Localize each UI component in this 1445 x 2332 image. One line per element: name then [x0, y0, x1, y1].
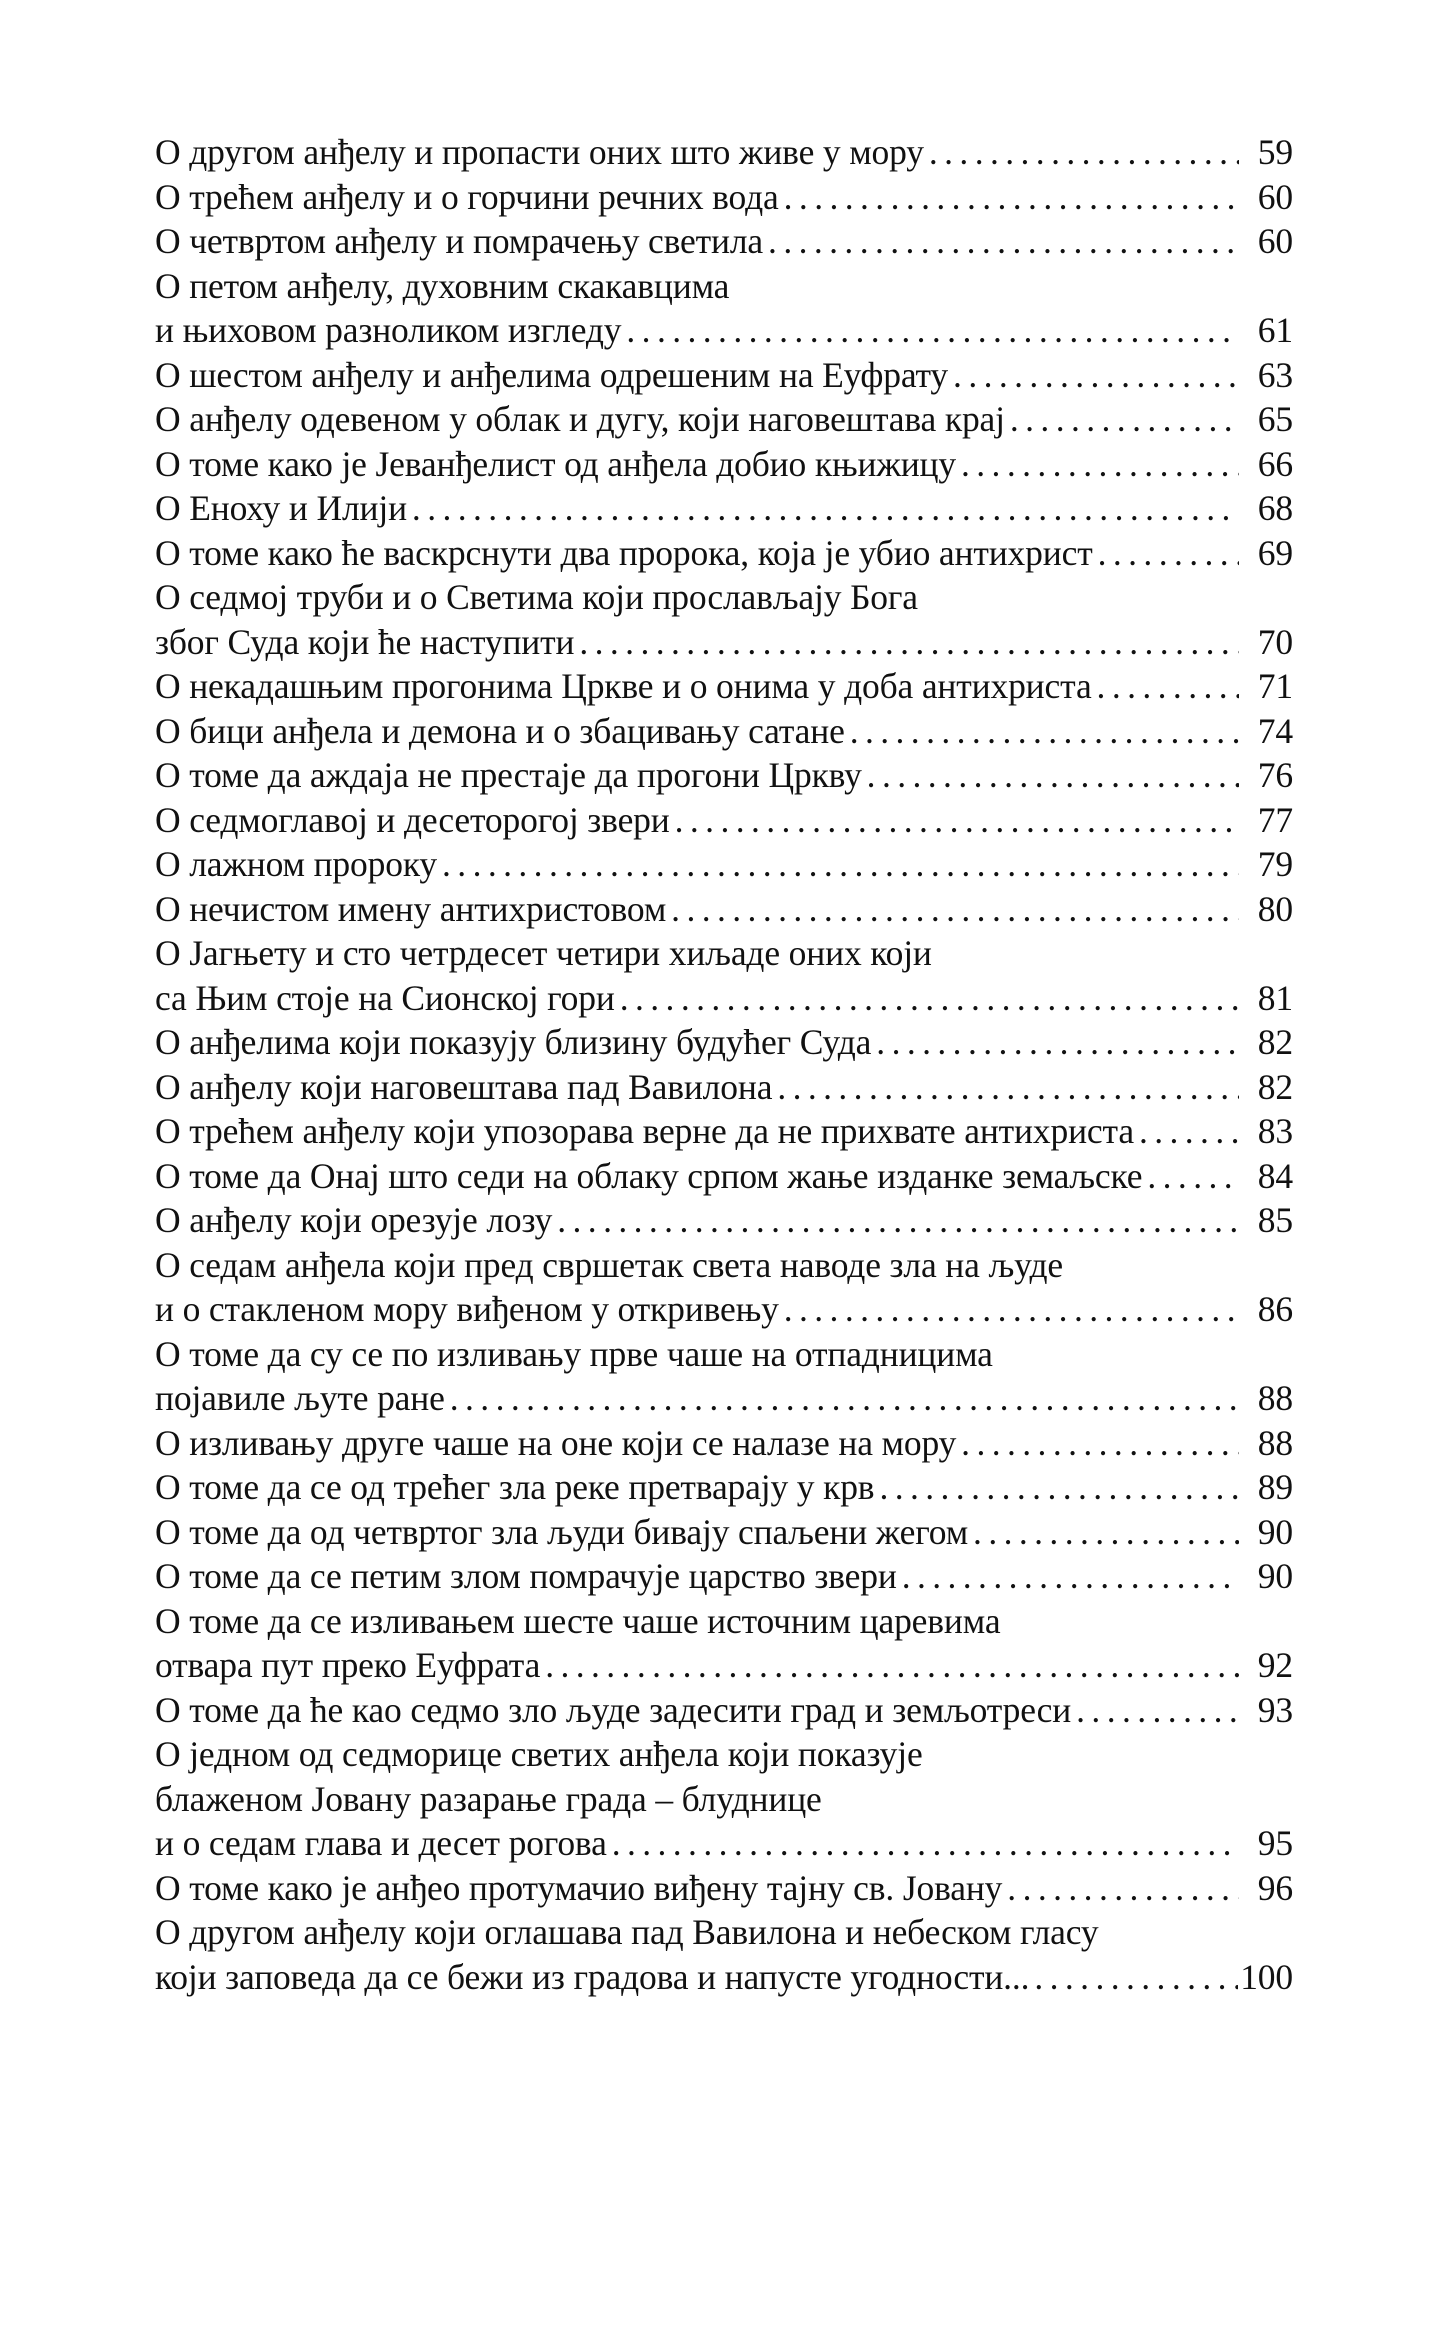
dot-leader [973, 1515, 1239, 1551]
toc-line-final [155, 1376, 1293, 1421]
toc-entry-title: О томе да се петим злом помрачује царство звери [155, 1556, 897, 1596]
dot-leader [1098, 536, 1239, 572]
toc-line-final [155, 1955, 1293, 2000]
toc-page-number: 93 [1257, 1689, 1293, 1730]
toc-entry-title: О изливању друге чаше на оне који се налазе на мору [155, 1422, 957, 1463]
dot-leader [850, 714, 1239, 750]
toc-line-final [155, 130, 1293, 175]
dot-leader [1010, 402, 1239, 438]
toc-line-final [155, 1020, 1293, 1065]
toc-page-number: 92 [1257, 1645, 1293, 1685]
dot-leader [612, 1826, 1239, 1862]
toc-entry-title: О томе да Онај што седи на облаку српом жање изданке земаљске [155, 1155, 1143, 1196]
dot-leader [545, 1648, 1239, 1684]
toc-entry[interactable] [155, 175, 1293, 220]
toc-entry[interactable] [155, 664, 1293, 709]
dot-leader [961, 447, 1239, 483]
toc-page-number: 68 [1257, 488, 1293, 528]
toc-entry-title: О шестом анђелу и анђелима одрешеним на Еуфрату [155, 354, 949, 395]
dot-leader [902, 1559, 1239, 1595]
toc-entry-title: О трећем анђелу који упозорава верне да не прихвате антихриста [155, 1111, 1134, 1151]
toc-entry-title: О томе да се изливањем шесте чаше источним царевима [155, 1600, 1001, 1641]
toc-entry-title: О томе како ће васкрснути два пророка, која је убио антихрист [155, 532, 1093, 573]
toc-line-final [155, 798, 1293, 843]
toc-page-number: 63 [1257, 354, 1293, 395]
toc-page-number: 82 [1257, 1022, 1293, 1062]
toc-line-continued [155, 264, 1293, 309]
toc-line-final [155, 1643, 1293, 1688]
toc-entry[interactable] [155, 1732, 1293, 1866]
toc-line-continued [155, 1332, 1293, 1377]
toc-line-final [155, 308, 1293, 353]
dot-leader [784, 180, 1239, 216]
toc-entry[interactable] [155, 753, 1293, 798]
toc-page-number: 85 [1257, 1200, 1293, 1240]
toc-entry-title: О трећем анђелу и о горчини речних вода [155, 176, 779, 217]
dot-leader [671, 892, 1239, 928]
toc-list [155, 130, 1293, 1999]
toc-line-final [155, 1154, 1293, 1199]
toc-entry[interactable] [155, 219, 1293, 264]
toc-page-number: 60 [1257, 176, 1293, 217]
dot-leader [867, 758, 1239, 794]
toc-page-number: 86 [1257, 1289, 1293, 1329]
toc-entry[interactable] [155, 575, 1293, 664]
toc-page-number: 66 [1257, 443, 1293, 484]
toc-entry-title: О анђелу који наговештава пад Вавилона [155, 1066, 773, 1107]
dot-leader [1097, 669, 1239, 705]
dot-leader [442, 847, 1239, 883]
toc-line-final [155, 753, 1293, 798]
toc-entry[interactable] [155, 1465, 1293, 1510]
toc-entry-title: О четвртом анђелу и помрачењу светила [155, 221, 764, 261]
toc-page-number: 89 [1257, 1467, 1293, 1507]
toc-entry-title: О Еноху и Илији [155, 488, 407, 528]
dot-leader [1139, 1114, 1239, 1150]
dot-leader [1076, 1693, 1239, 1729]
toc-page-number: 82 [1257, 1066, 1293, 1107]
dot-leader [412, 491, 1239, 527]
toc-entry[interactable] [155, 1910, 1293, 1999]
toc-page-number: 81 [1257, 977, 1293, 1018]
dot-leader [675, 803, 1239, 839]
toc-entry-title: О седмој труби и о Светима који прослављају Бога [155, 577, 918, 617]
toc-page-number: 88 [1257, 1378, 1293, 1418]
dot-leader [784, 1292, 1239, 1328]
toc-page-number: 90 [1257, 1511, 1293, 1552]
toc-entry-title: О анђелу одевеном у облак и дугу, који наговештава крај [155, 399, 1005, 439]
toc-line-final [155, 486, 1293, 531]
toc-entry[interactable] [155, 1510, 1293, 1555]
toc-entry-title: О лажном пророку [155, 844, 438, 884]
toc-entry[interactable] [155, 1332, 1293, 1421]
dot-leader [1147, 1159, 1239, 1195]
toc-line-continued [155, 1777, 1293, 1822]
toc-entry[interactable] [155, 486, 1293, 531]
toc-line-continued [155, 1910, 1293, 1955]
toc-page-number: 90 [1257, 1556, 1293, 1596]
toc-entry-title: О томе како је Јеванђелист од анђела добио књижицу [155, 443, 956, 484]
toc-line-final [155, 1510, 1293, 1555]
toc-entry[interactable] [155, 1020, 1293, 1065]
toc-entry-title: О бици анђела и демона и о збацивању сатане [155, 710, 845, 751]
toc-line-final [155, 620, 1293, 665]
toc-entry-title: О нечистом имену антихристовом [155, 888, 667, 929]
toc-page-number: 84 [1257, 1155, 1293, 1196]
toc-entry-title: О седам анђела који пред свршетак света наводе зла на људе [155, 1244, 1064, 1285]
toc-line-final [155, 1287, 1293, 1332]
toc-line-final [155, 1821, 1293, 1866]
toc-page-number: 59 [1257, 132, 1293, 172]
toc-entry-title: О анђелима који показују близину будућег Суда [155, 1022, 872, 1062]
toc-entry[interactable] [155, 1109, 1293, 1154]
toc-entry[interactable] [155, 1154, 1293, 1199]
toc-page-number: 60 [1257, 221, 1293, 261]
toc-entry-title: О једном од седморице светих анђела који показује [155, 1734, 923, 1774]
toc-entry[interactable] [155, 1554, 1293, 1599]
toc-entry[interactable] [155, 709, 1293, 754]
dot-leader [626, 313, 1239, 349]
toc-entry-title: блаженом Јовану разарање града – блуднице [155, 1778, 822, 1819]
toc-entry-title: О анђелу који орезује лозу [155, 1200, 553, 1240]
toc-entry[interactable] [155, 1198, 1293, 1243]
toc-entry[interactable] [155, 887, 1293, 932]
toc-page-number: 76 [1257, 755, 1293, 795]
toc-line-final [155, 1465, 1293, 1510]
dot-leader [953, 358, 1239, 394]
toc-entry-title: О томе да ће као седмо зло људе задесити град и земљотреси [155, 1689, 1072, 1730]
toc-line-final [155, 397, 1293, 442]
toc-entry[interactable] [155, 1688, 1293, 1733]
toc-line-final [155, 353, 1293, 398]
toc-line-continued [155, 1243, 1293, 1288]
toc-line-final [155, 1866, 1293, 1911]
toc-entry-title: отвара пут преко Еуфрата [155, 1645, 541, 1685]
toc-entry-title: и о стакленом мору виђеном у откривењу [155, 1289, 779, 1329]
toc-entry-title: О седмоглавој и десеторогој звери [155, 799, 670, 840]
dot-leader [879, 1470, 1239, 1506]
toc-line-continued [155, 1732, 1293, 1777]
toc-entry[interactable] [155, 264, 1293, 353]
toc-line-final [155, 442, 1293, 487]
toc-line-final [155, 1198, 1293, 1243]
toc-entry[interactable] [155, 1599, 1293, 1688]
toc-page-number: 70 [1257, 621, 1293, 662]
toc-page-number: 88 [1257, 1422, 1293, 1463]
toc-entry-title: и њиховом разноликом изгледу [155, 310, 622, 350]
toc-entry-title: О другом анђелу који оглашава пад Вавилона и небеском гласу [155, 1912, 1099, 1952]
toc-page-number: 83 [1257, 1111, 1293, 1151]
toc-entry-title: који заповеда да се бежи из градова и напусте угодности... [155, 1956, 1030, 1997]
toc-line-final [155, 1688, 1293, 1733]
dot-leader [620, 981, 1239, 1017]
dot-leader [1007, 1871, 1239, 1907]
toc-entry[interactable] [155, 931, 1293, 1020]
toc-page-number: 95 [1257, 1823, 1293, 1863]
toc-page-number: 79 [1257, 844, 1293, 884]
toc-page-number: 71 [1257, 666, 1293, 706]
toc-line-final [155, 1554, 1293, 1599]
toc-entry-title: са Њим стоје на Сионској гори [155, 977, 615, 1018]
toc-line-final [155, 1109, 1293, 1154]
toc-line-final [155, 842, 1293, 887]
dot-leader [929, 135, 1239, 171]
toc-line-final [155, 887, 1293, 932]
toc-line-final [155, 709, 1293, 754]
dot-leader [961, 1426, 1239, 1462]
toc-entry-title: О томе да су се по изливању прве чаше на отпадницима [155, 1333, 993, 1374]
toc-line-final [155, 664, 1293, 709]
toc-entry-title: О томе да од четвртог зла људи бивају спаљени жегом [155, 1511, 969, 1552]
toc-entry[interactable] [155, 442, 1293, 487]
toc-entry-title: О другом анђелу и пропасти оних што живе у мору [155, 132, 924, 172]
toc-line-continued [155, 1599, 1293, 1644]
toc-line-final [155, 1065, 1293, 1110]
toc-page-number: 65 [1257, 399, 1293, 439]
toc-line-continued [155, 931, 1293, 976]
toc-entry-title: О томе да аждаја не престаје да прогони Цркву [155, 755, 862, 795]
toc-line-final [155, 976, 1293, 1021]
toc-entry-title: О томе како је анђео протумачио виђену тајну св. Јовану [155, 1867, 1003, 1908]
dot-leader [777, 1070, 1239, 1106]
toc-entry-title: О томе да се од трећег зла реке претварају у крв [155, 1467, 875, 1507]
toc-entry-title: О петом анђелу, духовним скакавцима [155, 265, 730, 306]
toc-page-number: 74 [1257, 710, 1293, 751]
toc-entry-title: О некадашњим прогонима Цркве и о онима у доба антихриста [155, 666, 1092, 706]
toc-entry[interactable] [155, 1866, 1293, 1911]
toc-entry-title: због Суда који ће наступити [155, 621, 575, 662]
toc-entry[interactable] [155, 1243, 1293, 1332]
toc-entry[interactable] [155, 842, 1293, 887]
toc-entry[interactable] [155, 353, 1293, 398]
toc-line-final [155, 175, 1293, 220]
toc-entry[interactable] [155, 798, 1293, 843]
toc-page-number: 77 [1257, 799, 1293, 840]
dot-leader [768, 224, 1239, 260]
toc-entry-title: О Јагњету и сто четрдесет четири хиљаде оних који [155, 933, 932, 973]
dot-leader [876, 1025, 1239, 1061]
toc-page-number: 80 [1257, 888, 1293, 929]
toc-entry[interactable] [155, 531, 1293, 576]
toc-line-final [155, 1421, 1293, 1466]
toc-page-number: 96 [1257, 1867, 1293, 1908]
toc-page-number: 100 [1240, 1956, 1293, 1997]
toc-entry[interactable] [155, 1065, 1293, 1110]
toc-page-number: 61 [1257, 310, 1293, 350]
toc-entry-title: и о седам глава и десет рогова [155, 1823, 607, 1863]
toc-line-continued [155, 575, 1293, 620]
toc-entry[interactable] [155, 130, 1293, 175]
toc-entry-title: појавиле љуте ране [155, 1378, 445, 1418]
toc-entry[interactable] [155, 397, 1293, 442]
dot-leader [579, 625, 1239, 661]
toc-page-number: 69 [1257, 532, 1293, 573]
dot-leader [557, 1203, 1239, 1239]
dot-leader [1034, 1960, 1238, 1996]
toc-entry[interactable] [155, 1421, 1293, 1466]
toc-line-final [155, 531, 1293, 576]
dot-leader [450, 1381, 1239, 1417]
toc-line-final [155, 219, 1293, 264]
